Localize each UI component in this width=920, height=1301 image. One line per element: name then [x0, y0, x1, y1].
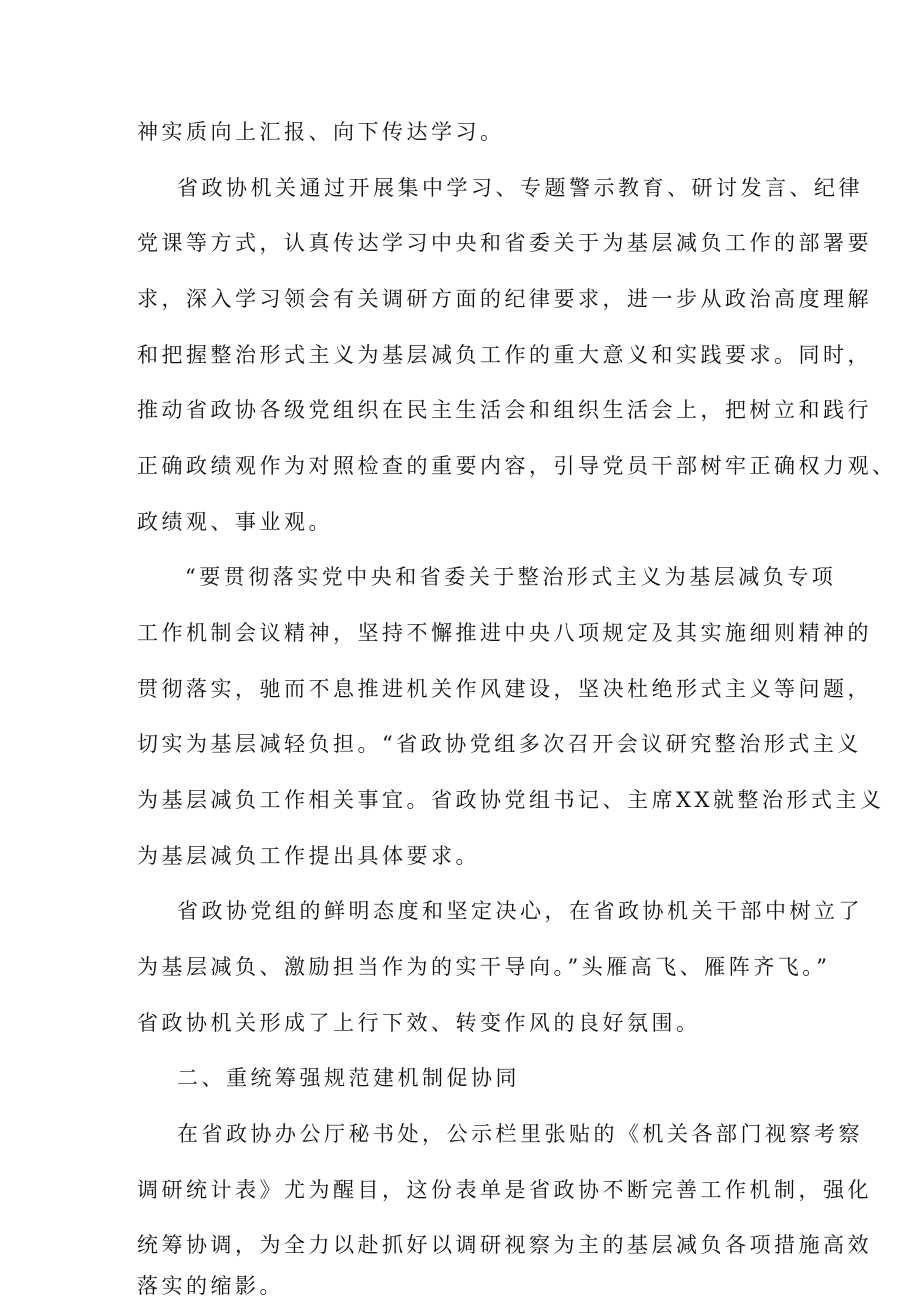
section-heading: 二、重统筹强规范建机制促协同 — [177, 1066, 520, 1090]
text-line: 统筹协调，为全力以赴抓好以调研视察为主的基层减负各项措施高效 — [137, 1233, 872, 1257]
text-line: 省政协机关形成了上行下效、转变作风的良好氛围。 — [137, 1011, 701, 1035]
text-line: 正确政绩观作为对照检查的重要内容，引导党员干部树牢正确权力观、 — [137, 454, 897, 478]
text-line: 求，深入学习领会有关调研方面的纪律要求，进一步从政治高度理解 — [137, 287, 872, 311]
text-line: 工作机制会议精神，坚持不懈推进中央八项规定及其实施细则精神的 — [137, 621, 872, 645]
text-line: 为基层减负、激励担当作为的实干导向。”头雁高飞、雁阵齐飞。” — [137, 955, 831, 979]
text-line: “要贯彻落实党中央和省委关于整治形式主义为基层减负专项 — [185, 565, 837, 589]
text-line: 政绩观、事业观。 — [137, 510, 333, 534]
text-line: 调研统计表》尤为醒目，这份表单是省政协不断完善工作机制，强化 — [137, 1178, 872, 1202]
text-line: 省政协机关通过开展集中学习、专题警示教育、研讨发言、纪律 — [177, 176, 863, 200]
text-line: 推动省政协各级党组织在民主生活会和组织生活会上，把树立和践行 — [137, 398, 872, 422]
text-line: 落实的缩影。 — [137, 1274, 284, 1298]
text-line: 省政协党组的鲜明态度和坚定决心，在省政协机关干部中树立了 — [177, 899, 863, 923]
text-line: 党课等方式，认真传达学习中央和省委关于为基层减负工作的部署要 — [137, 231, 872, 255]
text-line: 贯彻落实，驰而不息推进机关作风建设，坚决杜绝形式主义等问题， — [137, 677, 872, 701]
text-line: 神实质向上汇报、向下传达学习。 — [137, 120, 505, 144]
text-line: 为基层减负工作相关事宜。省政协党组书记、主席XX就整治形式主义 — [137, 788, 885, 812]
text-line: 为基层减负工作提出具体要求。 — [137, 844, 480, 868]
text-line: 切实为基层减轻负担。“省政协党组多次召开会议研究整治形式主义 — [137, 732, 862, 756]
text-line: 在省政协办公厅秘书处，公示栏里张贴的《机关各部门视察考察 — [177, 1122, 863, 1146]
text-line: 和把握整治形式主义为基层减负工作的重大意义和实践要求。同时， — [137, 343, 872, 367]
